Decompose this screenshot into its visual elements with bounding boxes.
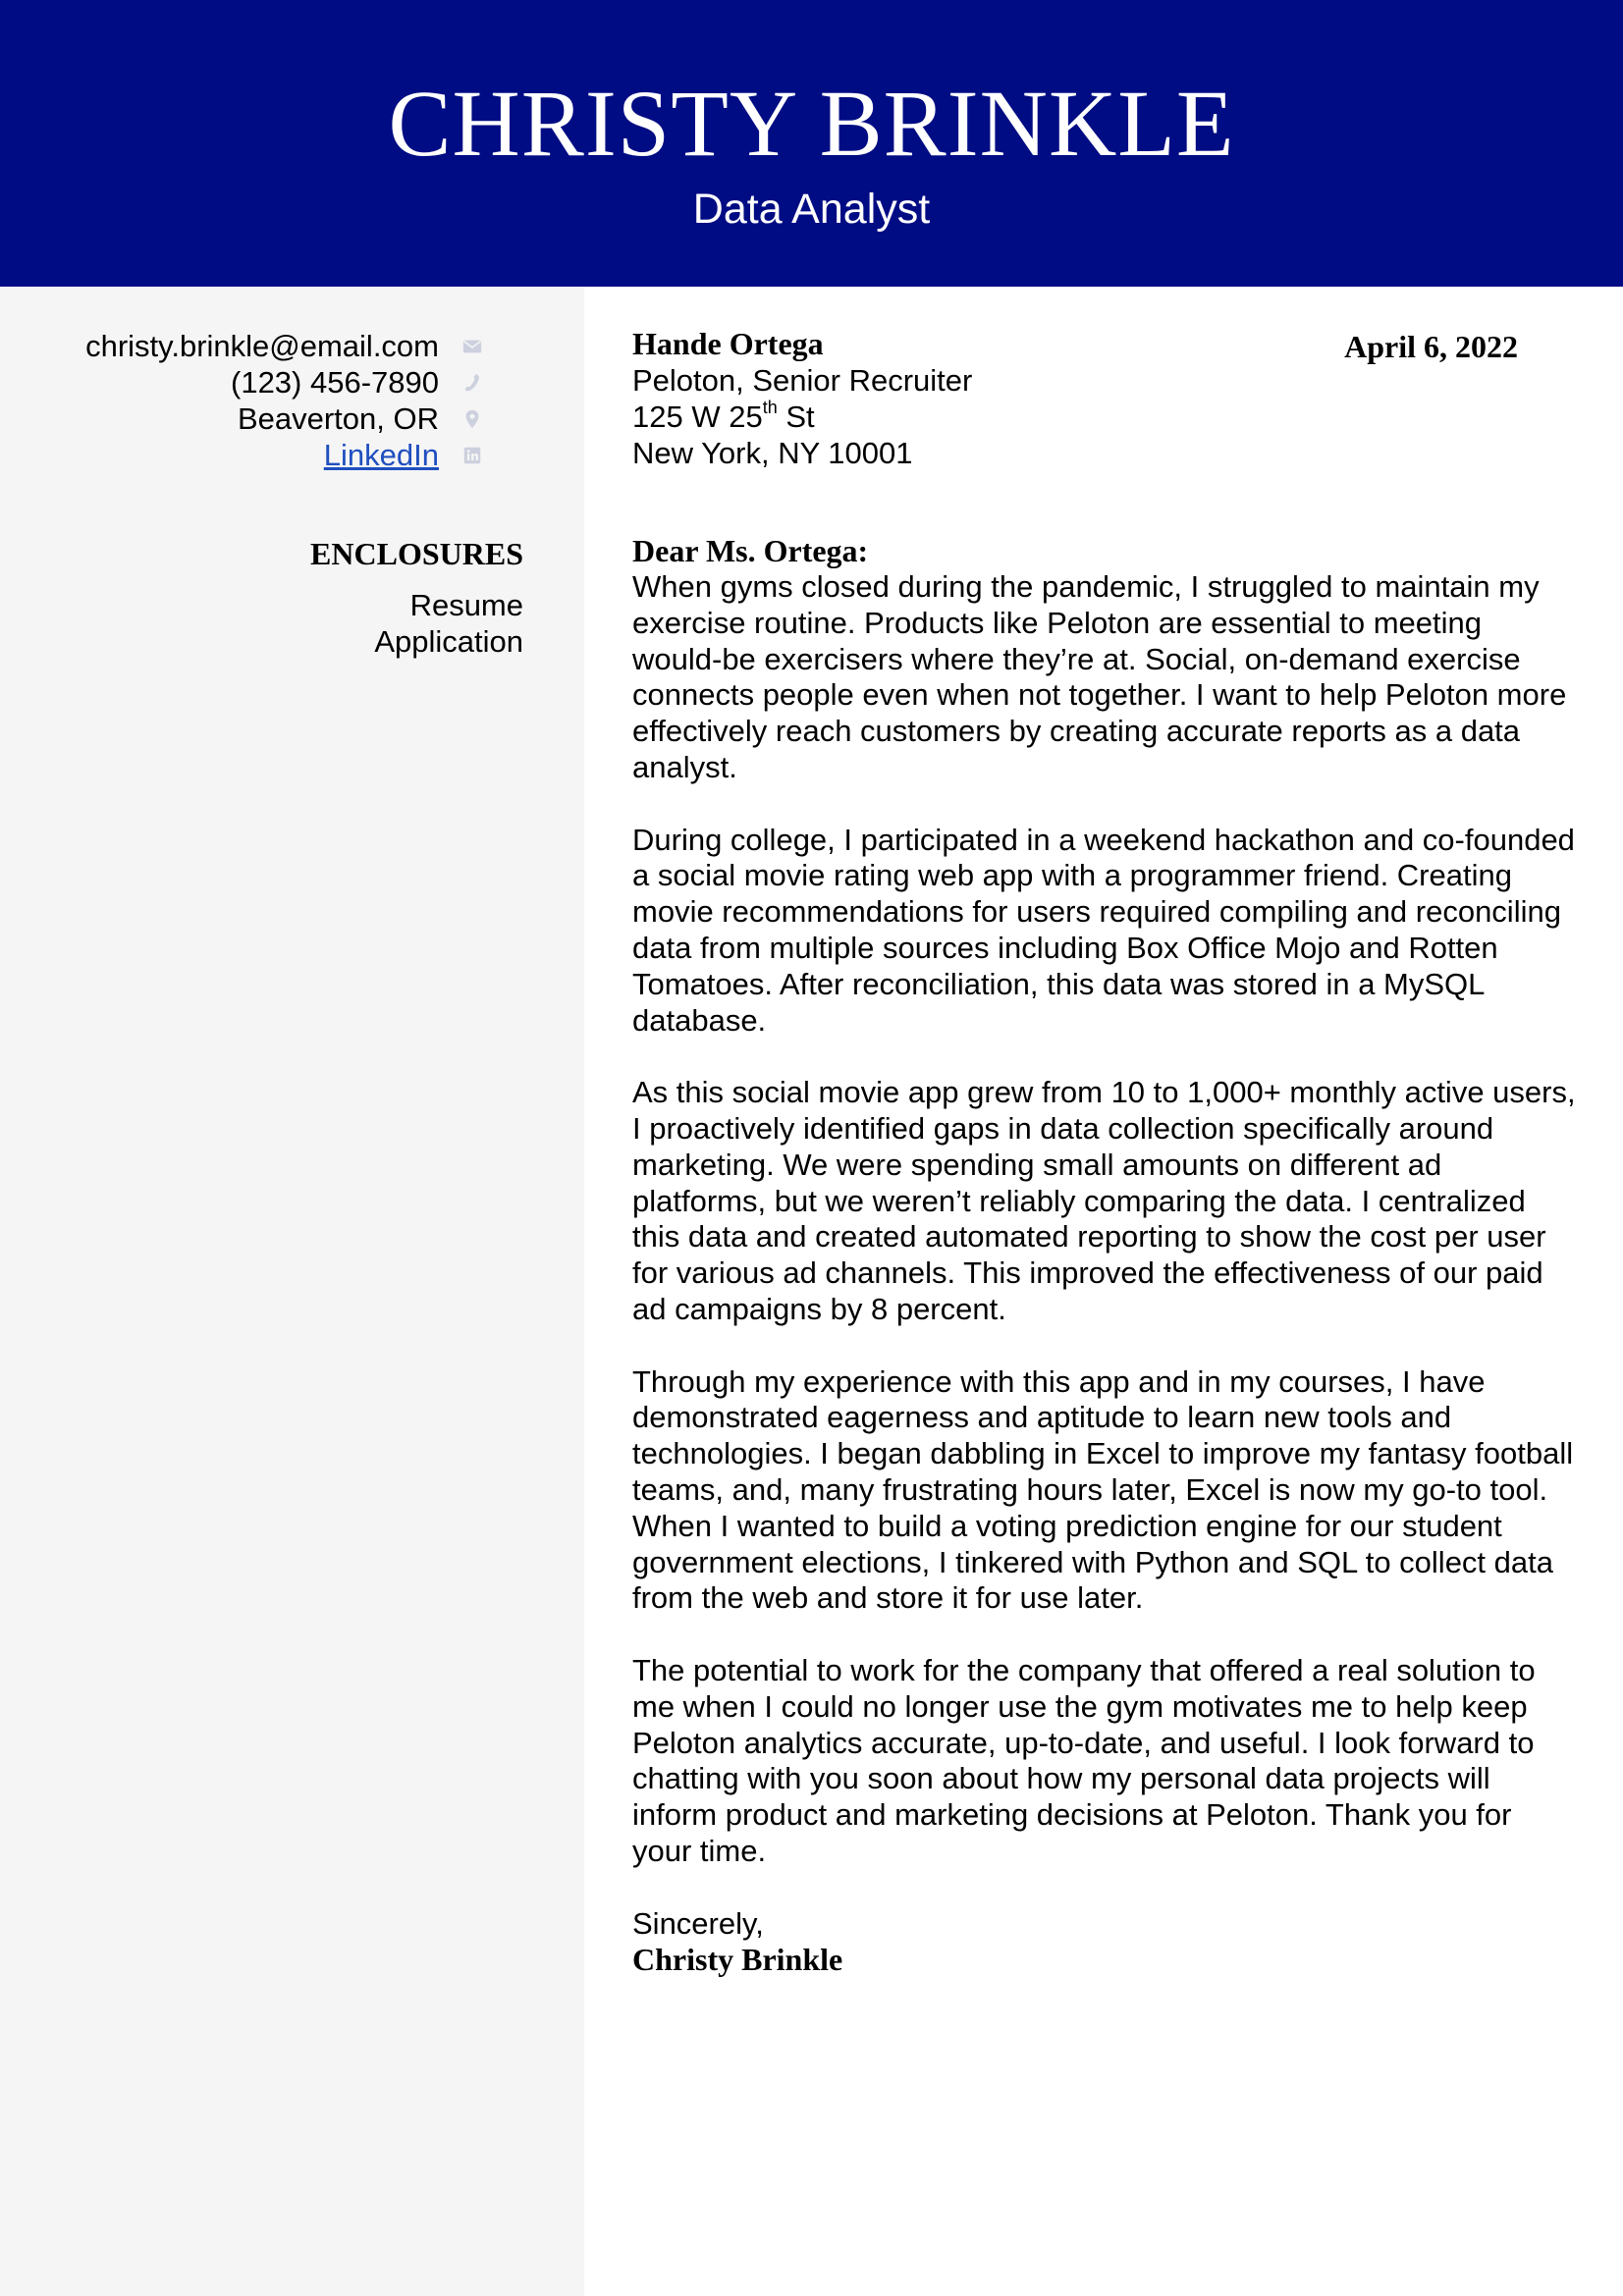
- letter-date: April 6, 2022: [1344, 329, 1518, 364]
- applicant-name: CHRISTY BRINKLE: [388, 71, 1235, 176]
- letter-paragraph: The potential to work for the company that offered a real solution to me when I could no longer use the gym motivates me to help keep Peloton analytics accurate, up-to-date, and useful. I look forward to chatting with you soon about how my personal data projects will inform product and marketing decisions at Peloton. Thank you for your time.: [632, 1652, 1536, 1868]
- contact-location-row: [85, 400, 484, 437]
- phone-icon: [460, 371, 484, 395]
- letter-paragraph: When gyms closed during the pandemic, I struggled to maintain my exercise routine. Products like Peloton are essential to meeting would-be exercisers where they’re at. Social, on-demand exercise connects people even when not together. I want to help Peloton more effectively reach customers by creating accurate reports as a data analyst.: [632, 569, 1567, 784]
- header-banner: [0, 0, 1623, 287]
- enclosures-heading: ENCLOSURES: [310, 536, 523, 571]
- closing: Sincerely,: [632, 1906, 764, 1942]
- salutation: Dear Ms. Ortega:: [632, 533, 869, 568]
- recipient-block: [632, 326, 972, 471]
- enclosures-list: [374, 587, 523, 660]
- linkedin-link[interactable]: LinkedIn: [323, 438, 439, 472]
- contact-phone-row: [85, 364, 484, 400]
- recipient-city: New York, NY 10001: [632, 436, 913, 470]
- letter-body: [632, 533, 1577, 1978]
- recipient-name: Hande Ortega: [632, 326, 824, 361]
- street-ordinal: th: [762, 398, 778, 417]
- location-text: Beaverton, OR: [237, 401, 439, 436]
- email-text: christy.brinkle@email.com: [85, 329, 439, 363]
- recipient-company-title: Peloton, Senior Recruiter: [632, 363, 973, 398]
- recipient-street: [632, 399, 972, 435]
- contact-info: [85, 328, 484, 473]
- phone-text: (123) 456-7890: [231, 365, 439, 400]
- enclosure-item: Application: [374, 624, 523, 659]
- signer-name: Christy Brinkle: [632, 1942, 843, 1978]
- linkedin-icon: [460, 444, 484, 467]
- letter-paragraph: During college, I participated in a weekend hackathon and co-founded a social movie rating web app with a programmer friend. Creating movie recommendations for users required compiling and reconciling data from multiple sources including Box Office Mojo and Rotten Tomatoes. After reconciliation, this data was stored in a MySQL database.: [632, 822, 1575, 1038]
- job-title: Data Analyst: [692, 186, 931, 233]
- letter-paragraph: As this social movie app grew from 10 to 1,000+ monthly active users, I proactively identified gaps in data collection specifically around marketing. We were spending small amounts on different ad platforms, but we weren’t reliably comparing the data. I centralized this data and created automated reporting to show the cost per user for various ad channels. This improved the effectiveness of our paid ad campaigns by 8 percent.: [632, 1075, 1576, 1326]
- enclosure-item: Resume: [409, 588, 523, 622]
- contact-email-row: [85, 328, 484, 364]
- envelope-icon: [460, 335, 484, 358]
- map-pin-icon: [460, 407, 484, 431]
- contact-linkedin-row: [85, 437, 484, 473]
- letter-paragraph: Through my experience with this app and in my courses, I have demonstrated eagerness and aptitude to learn new tools and technologies. I began dabbling in Excel to improve my fantasy football teams, and, many frustrating hours later, Excel is now my go-to tool. When I wanted to build a voting prediction engine for our student government elections, I tinkered with Python and SQL to collect data from the web and store it for use later.: [632, 1363, 1574, 1616]
- street-suffix: St: [777, 400, 815, 434]
- street-prefix: 125 W 25: [632, 400, 763, 434]
